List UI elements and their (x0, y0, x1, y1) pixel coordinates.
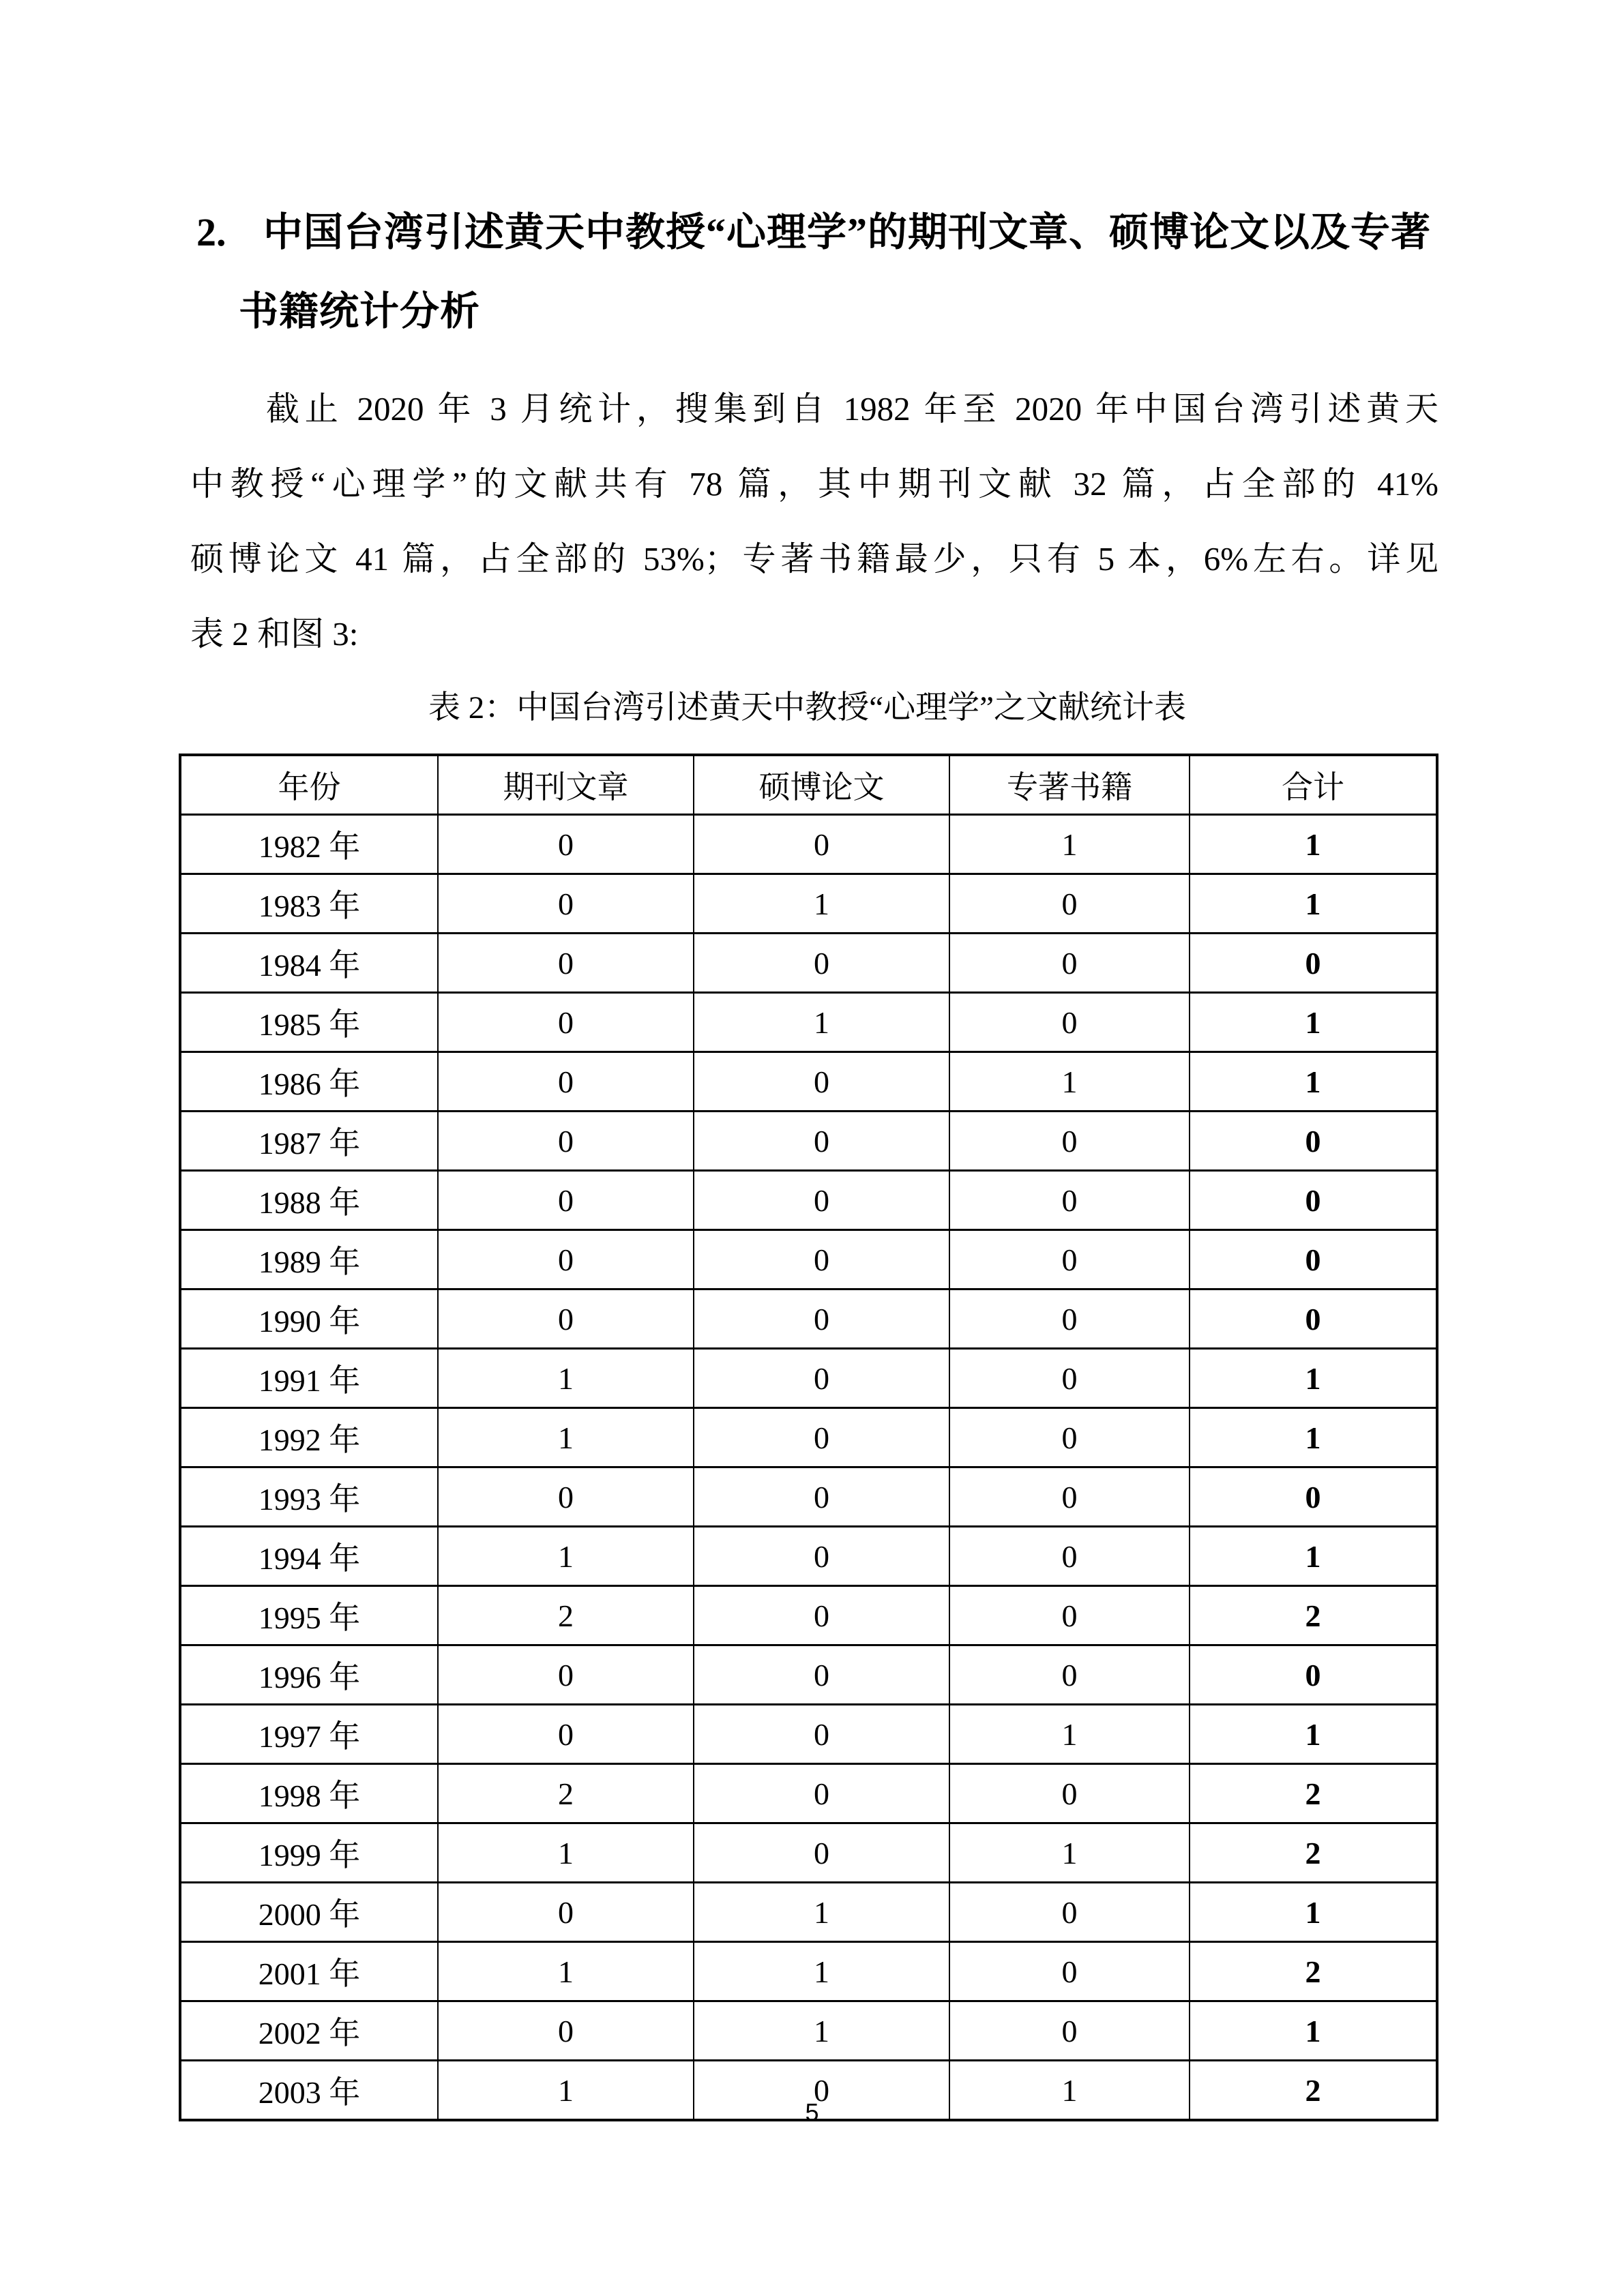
total-cell: 2 (1190, 1764, 1437, 1823)
table-row (180, 1942, 1437, 2001)
journal-cell: 0 (438, 1645, 694, 1705)
total-cell: 2 (1190, 1586, 1437, 1645)
paragraph-line: 中教授“心理学”的文献共有 78 篇，其中期刊文献 32 篇，占全部的 41% (190, 465, 1438, 503)
book-cell: 0 (949, 993, 1190, 1052)
total-cell: 0 (1190, 1112, 1437, 1171)
total-cell: 1 (1190, 874, 1437, 934)
thesis-cell: 0 (694, 2061, 949, 2121)
year-cell: 1988 年 (180, 1171, 438, 1230)
thesis-cell: 0 (694, 1527, 949, 1586)
year-cell: 2001 年 (180, 1942, 438, 2001)
book-cell: 0 (949, 1527, 1190, 1586)
journal-cell: 1 (438, 1527, 694, 1586)
year-cell: 2003 年 (180, 2061, 438, 2121)
year-cell: 1982 年 (180, 815, 438, 874)
year-cell: 1999 年 (180, 1823, 438, 1883)
journal-cell: 0 (438, 934, 694, 993)
book-cell: 1 (949, 2061, 1190, 2121)
journal-cell: 0 (438, 815, 694, 874)
book-cell: 0 (949, 2001, 1190, 2061)
book-cell: 0 (949, 1349, 1190, 1408)
header-total: 合计 (1190, 755, 1437, 815)
total-cell: 0 (1190, 1645, 1437, 1705)
table-row (180, 1883, 1437, 1942)
journal-cell: 0 (438, 2001, 694, 2061)
book-cell: 1 (949, 815, 1190, 874)
journal-cell: 0 (438, 1883, 694, 1942)
thesis-cell: 0 (694, 1289, 949, 1349)
journal-cell: 0 (438, 874, 694, 934)
journal-cell: 0 (438, 1052, 694, 1112)
total-cell: 1 (1190, 1527, 1437, 1586)
total-cell: 1 (1190, 1408, 1437, 1467)
journal-cell: 2 (438, 1764, 694, 1823)
total-cell: 0 (1190, 1230, 1437, 1289)
thesis-cell: 0 (694, 1052, 949, 1112)
journal-cell: 0 (438, 1230, 694, 1289)
year-cell: 1986 年 (180, 1052, 438, 1112)
journal-cell: 1 (438, 2061, 694, 2121)
journal-cell: 0 (438, 1705, 694, 1764)
book-cell: 0 (949, 874, 1190, 934)
total-cell: 1 (1190, 1705, 1437, 1764)
paragraph-line: 截止 2020 年 3 月统计，搜集到自 1982 年至 2020 年中国台湾引述黄天 (266, 390, 1438, 428)
thesis-cell: 1 (694, 2001, 949, 2061)
journal-cell: 0 (438, 1289, 694, 1349)
thesis-cell: 0 (694, 1823, 949, 1883)
table-row (180, 874, 1437, 934)
year-cell: 1995 年 (180, 1586, 438, 1645)
table-row (180, 1171, 1437, 1230)
thesis-cell: 0 (694, 1645, 949, 1705)
year-cell: 1983 年 (180, 874, 438, 934)
year-cell: 2000 年 (180, 1883, 438, 1942)
book-cell: 0 (949, 1467, 1190, 1527)
journal-cell: 1 (438, 1408, 694, 1467)
table-row (180, 993, 1437, 1052)
thesis-cell: 1 (694, 1942, 949, 2001)
year-cell: 1987 年 (180, 1112, 438, 1171)
table-row (180, 2001, 1437, 2061)
thesis-cell: 0 (694, 1764, 949, 1823)
total-cell: 2 (1190, 2061, 1437, 2121)
table-row (180, 1527, 1437, 1586)
body-paragraph (190, 372, 1438, 672)
year-cell: 1991 年 (180, 1349, 438, 1408)
total-cell: 0 (1190, 1467, 1437, 1527)
year-cell: 1996 年 (180, 1645, 438, 1705)
table-row (180, 1349, 1437, 1408)
thesis-cell: 1 (694, 1883, 949, 1942)
thesis-cell: 0 (694, 1171, 949, 1230)
year-cell: 1989 年 (180, 1230, 438, 1289)
year-cell: 1998 年 (180, 1764, 438, 1823)
table-row (180, 1586, 1437, 1645)
header-books: 专著书籍 (949, 755, 1190, 815)
book-cell: 1 (949, 1705, 1190, 1764)
heading-number: 2. (196, 210, 226, 254)
table-row (180, 1408, 1437, 1467)
heading-text: 中国台湾引述黄天中教授“心理学”的期刊文章、硕博论文以及专著书籍统计分析 (239, 210, 1432, 333)
total-cell: 1 (1190, 993, 1437, 1052)
thesis-cell: 0 (694, 1705, 949, 1764)
year-cell: 1993 年 (180, 1467, 438, 1527)
thesis-cell: 0 (694, 815, 949, 874)
year-cell: 1990 年 (180, 1289, 438, 1349)
thesis-cell: 0 (694, 1112, 949, 1171)
thesis-cell: 0 (694, 934, 949, 993)
total-cell: 2 (1190, 1823, 1437, 1883)
stats-table (179, 754, 1438, 2121)
book-cell: 0 (949, 1408, 1190, 1467)
journal-cell: 1 (438, 1349, 694, 1408)
journal-cell: 0 (438, 993, 694, 1052)
total-cell: 1 (1190, 1052, 1437, 1112)
book-cell: 0 (949, 1171, 1190, 1230)
total-cell: 0 (1190, 1171, 1437, 1230)
year-cell: 2002 年 (180, 2001, 438, 2061)
book-cell: 1 (949, 1052, 1190, 1112)
book-cell: 0 (949, 1289, 1190, 1349)
year-cell: 1985 年 (180, 993, 438, 1052)
year-cell: 1984 年 (180, 934, 438, 993)
book-cell: 0 (949, 1645, 1190, 1705)
header-theses: 硕博论文 (694, 755, 949, 815)
book-cell: 0 (949, 1586, 1190, 1645)
thesis-cell: 0 (694, 1586, 949, 1645)
section-heading (0, 193, 1624, 351)
journal-cell: 1 (438, 1823, 694, 1883)
paragraph-line: 表 2 和图 3: (190, 615, 359, 653)
book-cell: 1 (949, 1823, 1190, 1883)
total-cell: 1 (1190, 2001, 1437, 2061)
table-row (180, 1052, 1437, 1112)
table-row (180, 934, 1437, 993)
total-cell: 0 (1190, 1289, 1437, 1349)
book-cell: 0 (949, 1230, 1190, 1289)
header-journal-articles: 期刊文章 (438, 755, 694, 815)
book-cell: 0 (949, 934, 1190, 993)
journal-cell: 0 (438, 1467, 694, 1527)
journal-cell: 0 (438, 1171, 694, 1230)
year-cell: 1994 年 (180, 1527, 438, 1586)
year-cell: 1992 年 (180, 1408, 438, 1467)
book-cell: 0 (949, 1112, 1190, 1171)
journal-cell: 2 (438, 1586, 694, 1645)
journal-cell: 0 (438, 1112, 694, 1171)
total-cell: 1 (1190, 815, 1437, 874)
year-cell: 1997 年 (180, 1705, 438, 1764)
paragraph-line: 硕博论文 41 篇，占全部的 53%；专著书籍最少，只有 5 本，6%左右。详见 (190, 540, 1438, 578)
thesis-cell: 1 (694, 874, 949, 934)
thesis-cell: 0 (694, 1467, 949, 1527)
thesis-cell: 1 (694, 993, 949, 1052)
total-cell: 2 (1190, 1942, 1437, 2001)
page-number: 5 (805, 2098, 819, 2126)
table-caption: 表 2：中国台湾引述黄天中教授“心理学”之文献统计表 (428, 690, 1186, 726)
table-row (180, 1823, 1437, 1883)
table-row (180, 815, 1437, 874)
table-row (180, 1112, 1437, 1171)
book-cell: 0 (949, 1764, 1190, 1823)
total-cell: 1 (1190, 1883, 1437, 1942)
table-row (180, 1764, 1437, 1823)
book-cell: 0 (949, 1942, 1190, 2001)
thesis-cell: 0 (694, 1230, 949, 1289)
table-row (180, 1645, 1437, 1705)
total-cell: 0 (1190, 934, 1437, 993)
thesis-cell: 0 (694, 1408, 949, 1467)
table-header-row (180, 755, 1437, 815)
table-row (180, 1705, 1437, 1764)
journal-cell: 1 (438, 1942, 694, 2001)
header-year: 年份 (180, 755, 438, 815)
table-row (180, 1467, 1437, 1527)
book-cell: 0 (949, 1883, 1190, 1942)
table-row (180, 1230, 1437, 1289)
total-cell: 1 (1190, 1349, 1437, 1408)
thesis-cell: 0 (694, 1349, 949, 1408)
table-row (180, 1289, 1437, 1349)
